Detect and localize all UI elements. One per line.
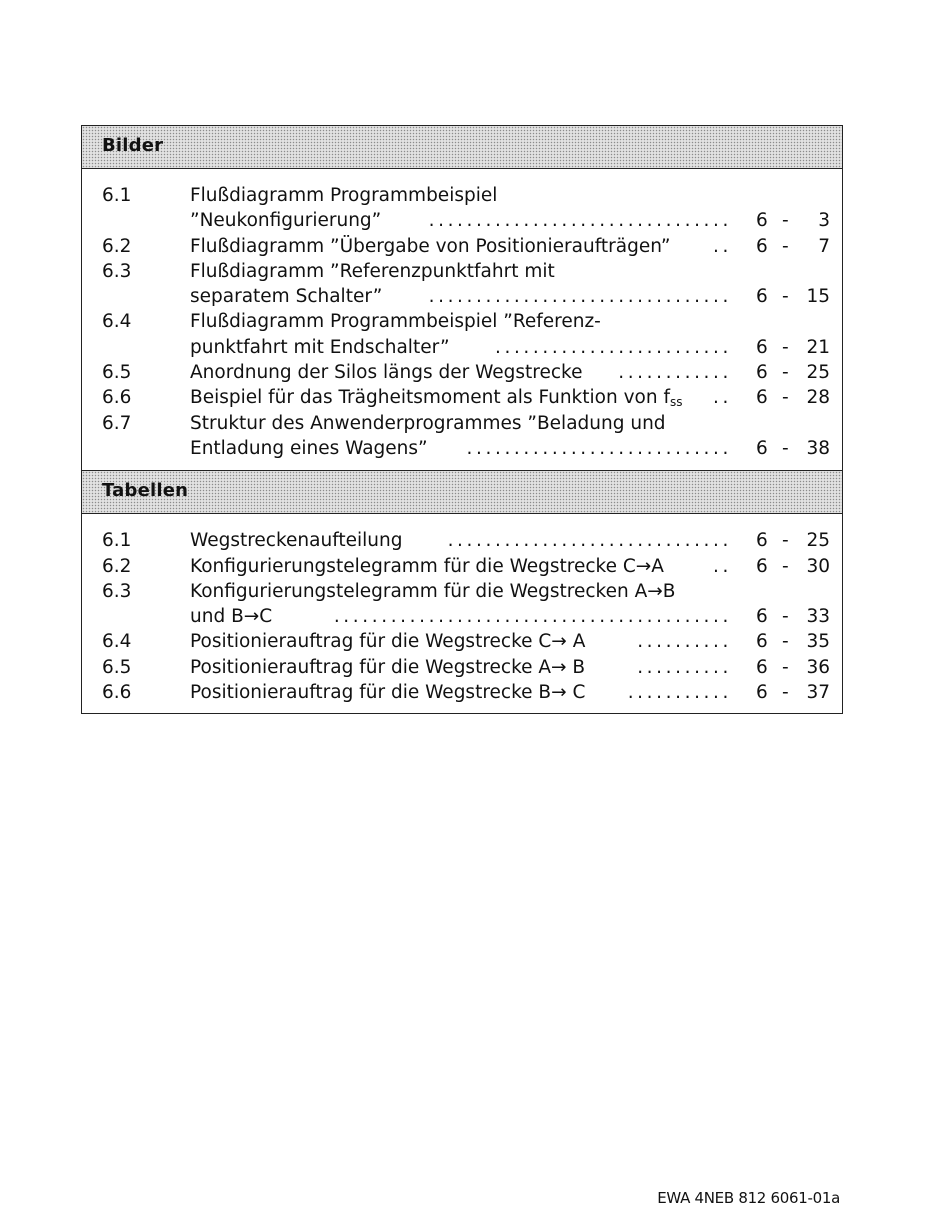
entry-title: Struktur des Anwenderprogrammes ”Beladung und <box>190 412 666 434</box>
figures-list <box>82 169 842 470</box>
chapter-number: 6 <box>756 387 768 409</box>
page-number: 15 <box>806 286 830 308</box>
entry-number: 6.6 <box>102 682 132 704</box>
page-number: 35 <box>806 631 830 653</box>
entry-title: Beispiel für das Trägheitsmoment als Funktion von $f_{ss}$ <box>190 387 683 410</box>
entry-title: Anordnung der Silos längs der Wegstrecke <box>190 362 583 384</box>
figures-heading: Bilder <box>102 135 164 156</box>
entry-title: separatem Schalter” <box>190 286 383 308</box>
figure-entry <box>82 360 842 385</box>
page-separator: - <box>782 210 789 232</box>
chapter-number: 6 <box>756 530 768 552</box>
table-entry <box>82 528 842 553</box>
page-number: 36 <box>806 656 830 678</box>
page-separator: - <box>782 362 789 384</box>
entry-number: 6.4 <box>102 311 132 333</box>
page-separator: - <box>782 387 789 409</box>
entry-title: Positionierauftrag für die Wegstrecke B→ C <box>190 682 586 704</box>
entry-number: 6.3 <box>102 260 132 282</box>
leader-dots: .. <box>713 387 732 409</box>
leader-dots: ................................ <box>428 210 732 232</box>
chapter-number: 6 <box>756 656 768 678</box>
figure-entry <box>82 183 842 208</box>
figure-entry <box>82 436 842 461</box>
chapter-number: 6 <box>756 606 768 628</box>
table-entry <box>82 629 842 654</box>
chapter-number: 6 <box>756 210 768 232</box>
tables-heading-bar <box>82 470 842 514</box>
page-separator: - <box>782 682 789 704</box>
chapter-number: 6 <box>756 555 768 577</box>
entry-title: und B→C <box>190 606 273 628</box>
entry-number: 6.6 <box>102 387 132 409</box>
entry-title: Entladung eines Wagens” <box>190 437 428 459</box>
chapter-number: 6 <box>756 235 768 257</box>
chapter-number: 6 <box>756 437 768 459</box>
figure-entry <box>82 259 842 284</box>
page-number: 33 <box>806 606 830 628</box>
page-separator: - <box>782 530 789 552</box>
contents-frame <box>81 125 843 714</box>
leader-dots: ......................... <box>494 336 732 358</box>
table-entry <box>82 554 842 579</box>
entry-number: 6.3 <box>102 580 132 602</box>
chapter-number: 6 <box>756 631 768 653</box>
page-number: 25 <box>806 530 830 552</box>
entry-title: ”Neukonfigurierung” <box>190 210 382 232</box>
page-number: 3 <box>818 210 830 232</box>
entry-number: 6.2 <box>102 555 132 577</box>
entry-title: Konfigurierungstelegramm für die Wegstrecken A→B <box>190 580 676 602</box>
chapter-number: 6 <box>756 336 768 358</box>
tables-heading: Tabellen <box>102 480 189 502</box>
figure-entry <box>82 208 842 233</box>
leader-dots: ........... <box>627 682 732 704</box>
figure-entry <box>82 335 842 360</box>
leader-dots: .. <box>713 235 732 257</box>
page-number: 21 <box>806 336 830 358</box>
chapter-number: 6 <box>756 362 768 384</box>
figure-entry <box>82 411 842 436</box>
page-separator: - <box>782 656 789 678</box>
leader-dots: ............................ <box>466 437 732 459</box>
table-entry <box>82 680 842 705</box>
table-entry <box>82 579 842 604</box>
entry-title: Positionierauftrag für die Wegstrecke C→ A <box>190 631 586 653</box>
leader-dots: ............ <box>618 362 732 384</box>
entry-title: punktfahrt mit Endschalter” <box>190 336 450 358</box>
entry-number: 6.1 <box>102 185 132 206</box>
page-number: 25 <box>806 362 830 384</box>
page-number: 37 <box>806 682 830 704</box>
entry-title: Positionierauftrag für die Wegstrecke A→ B <box>190 656 586 678</box>
entry-number: 6.4 <box>102 631 132 653</box>
entry-title: Wegstreckenaufteilung <box>190 530 403 552</box>
entry-title: Flußdiagramm ”Übergabe von Positionieraufträgen” <box>190 235 671 257</box>
page-separator: - <box>782 606 789 628</box>
chapter-number: 6 <box>756 682 768 704</box>
entry-number: 6.5 <box>102 362 132 384</box>
tables-list <box>82 514 842 713</box>
entry-title: Flußdiagramm ”Referenzpunktfahrt mit <box>190 260 555 282</box>
page-separator: - <box>782 286 789 308</box>
leader-dots: .............................. <box>447 530 732 552</box>
entry-number: 6.2 <box>102 235 132 257</box>
chapter-number: 6 <box>756 286 768 308</box>
page-separator: - <box>782 235 789 257</box>
figures-heading-bar <box>82 126 842 169</box>
leader-dots: .. <box>713 555 732 577</box>
entry-number: 6.5 <box>102 656 132 678</box>
leader-dots: .......... <box>637 656 732 678</box>
entry-title: Flußdiagramm Programmbeispiel ”Referenz- <box>190 311 601 333</box>
entry-title: Flußdiagramm Programmbeispiel <box>190 185 498 206</box>
page-separator: - <box>782 555 789 577</box>
entry-number: 6.1 <box>102 530 132 552</box>
figure-entry <box>82 309 842 334</box>
subscript: ss <box>669 395 683 410</box>
leader-dots: .......................................... <box>333 606 732 628</box>
figure-entry <box>82 385 842 410</box>
page-number: 7 <box>818 235 830 257</box>
figure-entry <box>82 234 842 259</box>
leader-dots: .......... <box>637 631 732 653</box>
page-separator: - <box>782 631 789 653</box>
table-entry <box>82 604 842 629</box>
page-number: 28 <box>806 387 830 409</box>
page-number: 38 <box>806 437 830 459</box>
page-number: 30 <box>806 555 830 577</box>
entry-title: Konfigurierungstelegramm für die Wegstrecke C→A <box>190 555 664 577</box>
page-separator: - <box>782 336 789 358</box>
table-entry <box>82 655 842 680</box>
figure-entry <box>82 284 842 309</box>
page-separator: - <box>782 437 789 459</box>
entry-number: 6.7 <box>102 412 132 434</box>
leader-dots: ................................ <box>428 286 732 308</box>
document-code: EWA 4NEB 812 6061-01a <box>657 1189 840 1207</box>
